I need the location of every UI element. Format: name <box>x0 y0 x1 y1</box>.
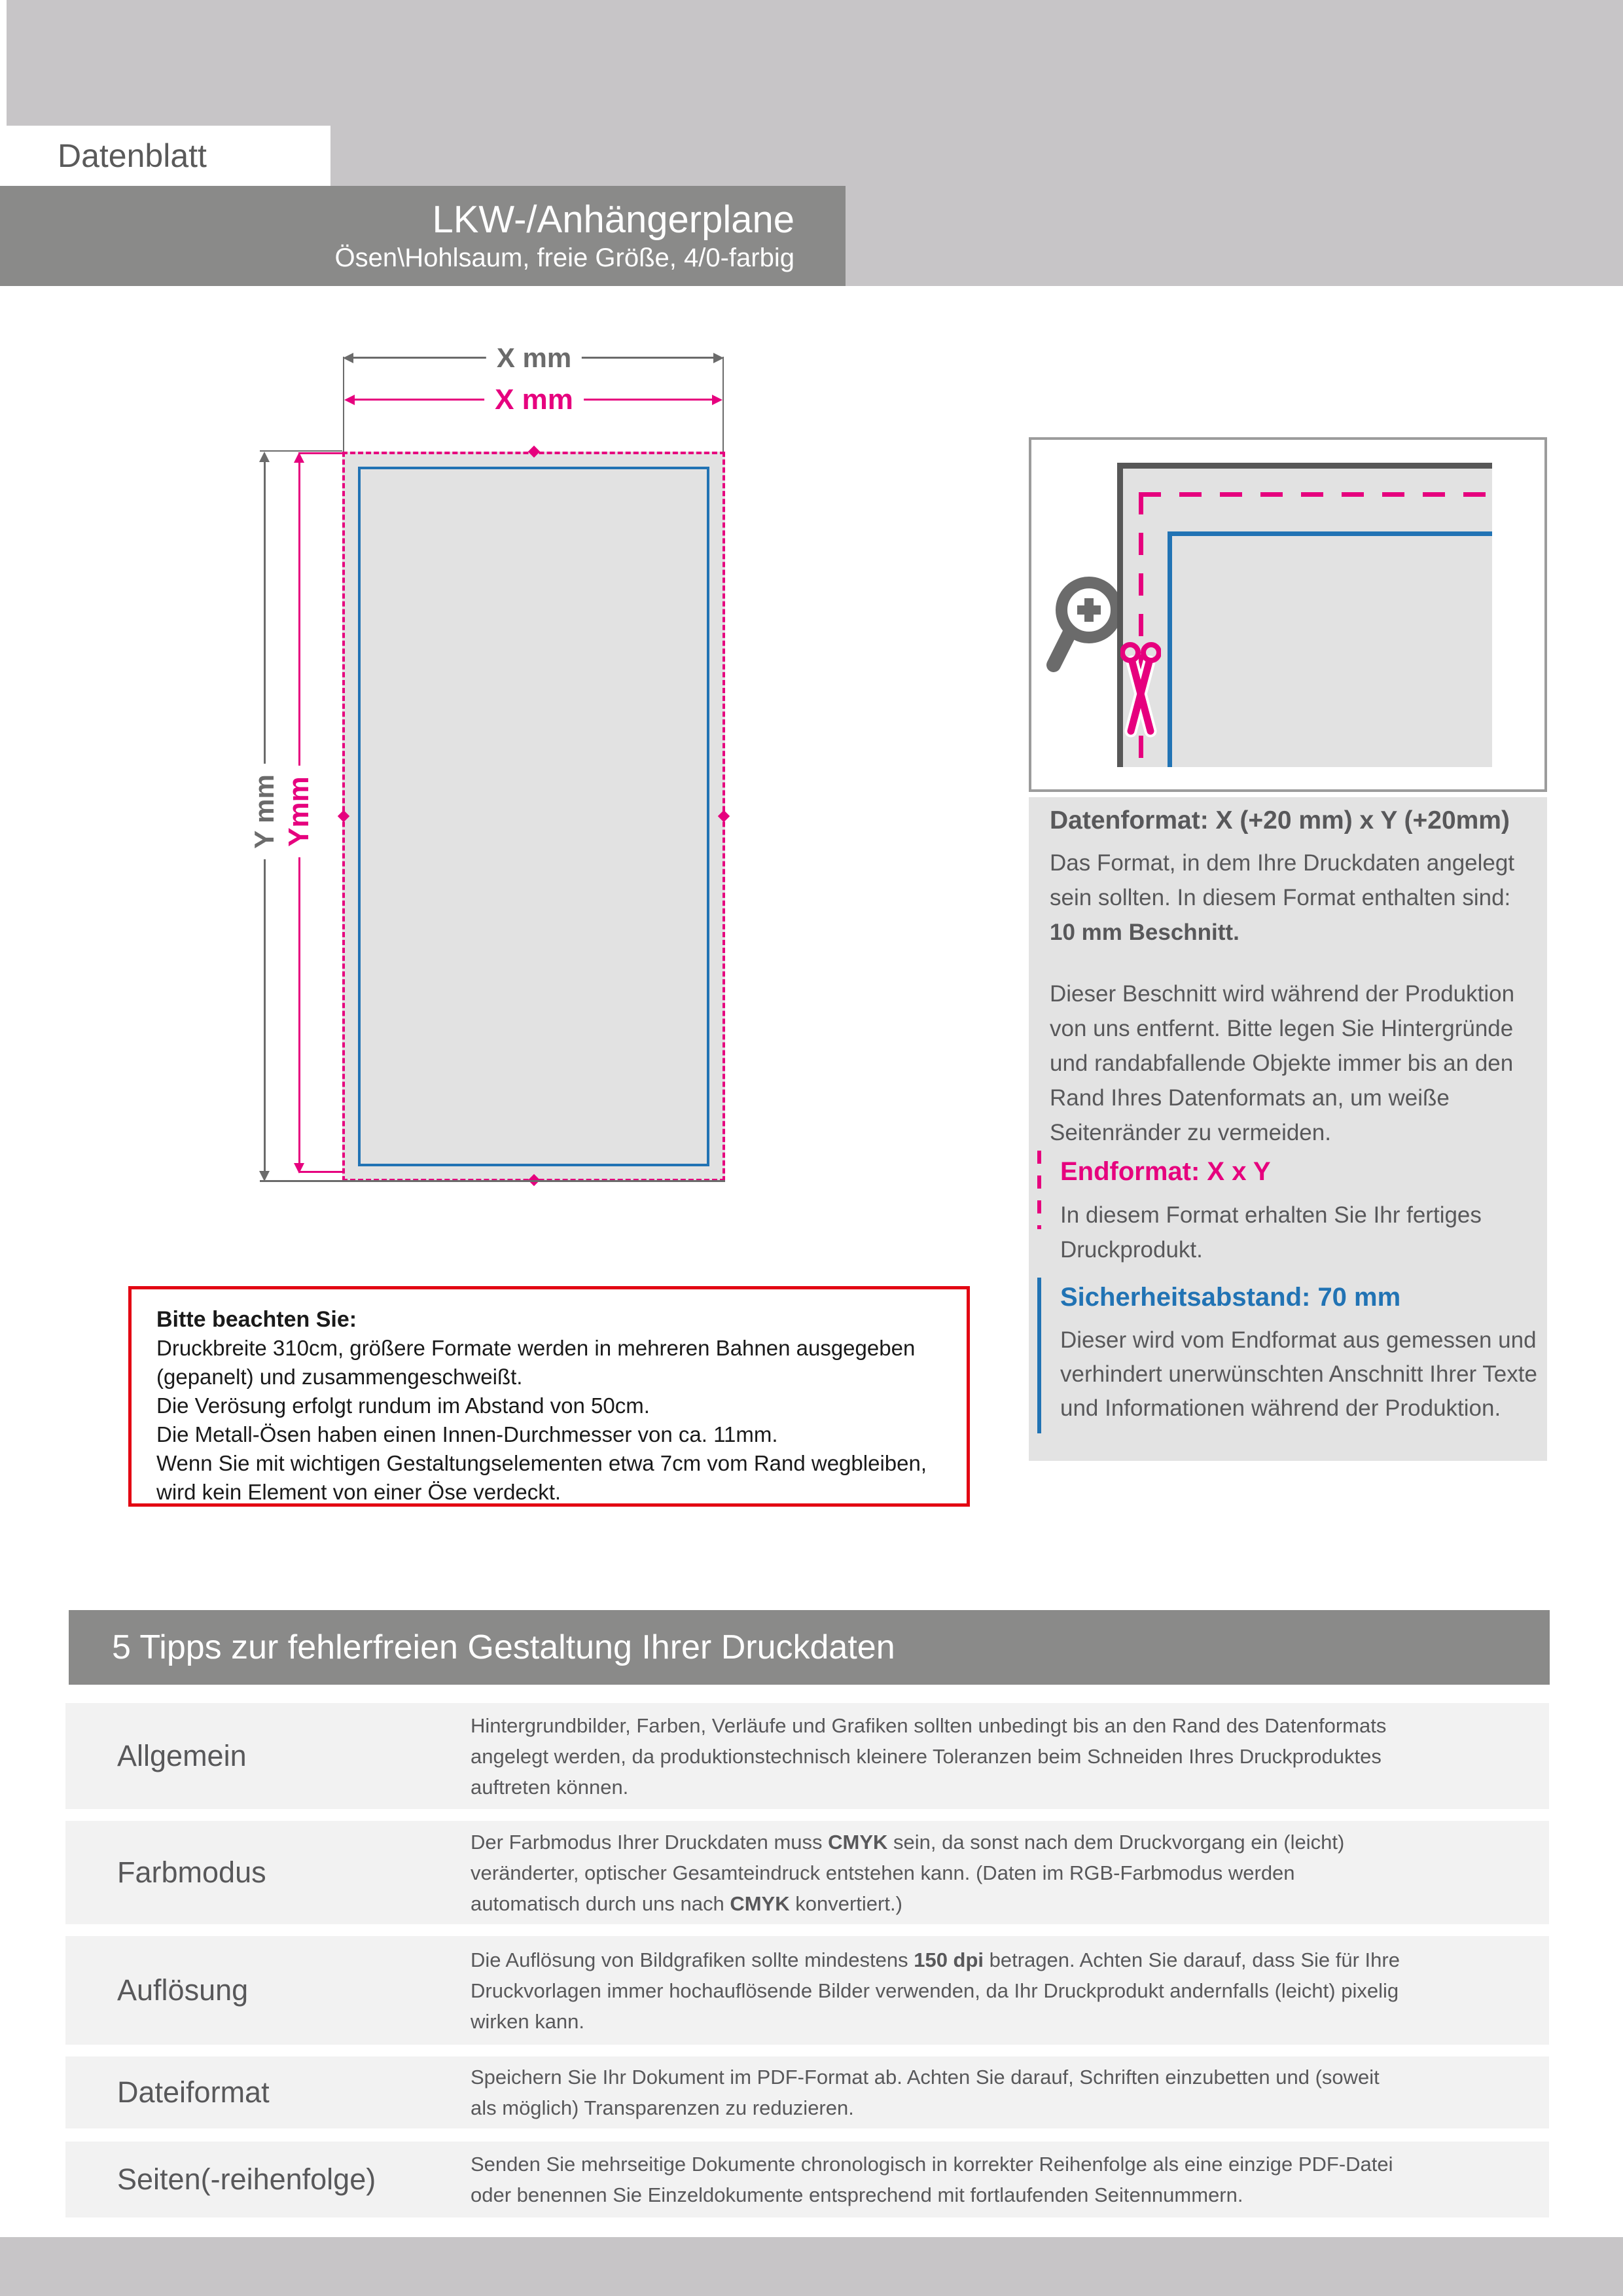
row-text-segment: betragen. Achten Sie darauf, dass Sie für Ihre Druckvorlagen immer hochauflösende Bilder verwenden, da Ihr Druckprodukt andernfalls (leicht) pixelig wirken kann. <box>471 1948 1400 2033</box>
document-type-label: Datenblatt <box>58 137 207 174</box>
datenformat-width-label: X mm <box>486 341 582 375</box>
notice-line: Wenn Sie mit wichtigen Gestaltungselementen etwa 7cm vom Rand wegbleiben, <box>156 1451 927 1475</box>
row-text: Speichern Sie Ihr Dokument im PDF-Format ab. Achten Sie darauf, Schriften einzubetten und (soweit als möglich) Transparenzen zu reduzieren. <box>471 2066 1380 2119</box>
row-text: Hintergrundbilder, Farben, Verläufe und Grafiken sollten unbedingt bis an den Rand des Datenformats angelegt werden, da produktionstechnisch kleinere Toleranzen beim Schneiden Ihres Druckproduktes auftreten können. <box>471 1713 1387 1799</box>
row-label: Auflösung <box>117 1973 249 2007</box>
row-text-segment: konvertiert.) <box>789 1892 902 1915</box>
notice-box <box>128 1286 970 1507</box>
arrow-left-icon <box>344 395 355 405</box>
endformat-heading: Endformat: X x Y <box>1060 1157 1271 1186</box>
endformat-height-label: Ymm <box>281 766 317 857</box>
datenformat-text-normal: Das Format, in dem Ihre Druckdaten angelegt sein sollten. In diesem Format enthalten sind: <box>1050 850 1515 910</box>
arrow-up-icon <box>259 452 270 462</box>
datenformat-height-label: Y mm <box>247 764 281 859</box>
footer-band <box>0 2237 1623 2296</box>
endformat-width-label: X mm <box>484 382 584 418</box>
extension-line <box>260 450 342 452</box>
datenformat-heading: Datenformat: X (+20 mm) x Y (+20mm) <box>1050 806 1510 834</box>
bleed-explanation-text: Dieser Beschnitt wird während der Produktion von uns entfernt. Bitte legen Sie Hintergründe und randabfallende Objekte immer bis an den Rand Ihres Datenformats an, um weiße Seitenränder zu vermeiden. <box>1050 981 1515 1145</box>
row-text-segment: Der Farbmodus Ihrer Druckdaten muss <box>471 1830 829 1854</box>
extension-line <box>722 357 724 452</box>
safety-margin-border <box>358 467 709 1166</box>
zoom-illustration <box>1117 463 1492 767</box>
arrow-right-icon <box>712 395 722 405</box>
tips-section-banner <box>69 1610 1550 1685</box>
safety-line <box>1168 531 1172 767</box>
document-type-box <box>0 126 330 186</box>
endformat-cutline <box>1139 492 1492 497</box>
row-text <box>471 1827 1400 1919</box>
sicherheitsabstand-heading: Sicherheitsabstand: 70 mm <box>1060 1283 1401 1312</box>
row-label: Farbmodus <box>117 1856 266 1889</box>
sicherheitsabstand-text: Dieser wird vom Endformat aus gemessen und verhindert unerwünschten Anschnitt Ihrer Texte und Informationen während der Produktion. <box>1060 1327 1537 1421</box>
notice-line: wird kein Element von einer Öse verdeckt. <box>156 1480 562 1504</box>
safety-marker-line <box>1037 1278 1041 1433</box>
scissors-icon <box>1120 638 1161 749</box>
row-text <box>471 1945 1400 2037</box>
datenformat-text <box>1050 846 1534 950</box>
row-text-segment: Die Auflösung von Bildgrafiken sollte mindestens <box>471 1948 914 1971</box>
notice-line: Die Metall-Ösen haben einen Innen-Durchmesser von ca. 11mm. <box>156 1422 778 1446</box>
extension-line <box>298 1171 342 1173</box>
row-label: Dateiformat <box>117 2075 270 2109</box>
row-label: Allgemein <box>117 1739 247 1772</box>
row-label: Seiten(-reihenfolge) <box>117 2162 376 2196</box>
row-text-bold: CMYK <box>730 1892 790 1915</box>
notice-line: Druckbreite 310cm, größere Formate werden in mehreren Bahnen ausgegeben <box>156 1336 916 1360</box>
endformat-text: In diesem Format erhalten Sie Ihr fertiges Druckprodukt. <box>1060 1202 1482 1263</box>
notice-line: Die Verösung erfolgt rundum im Abstand von 50cm. <box>156 1393 650 1418</box>
table-row-dateiformat <box>65 2056 1549 2128</box>
extension-line <box>260 1180 725 1182</box>
table-row-allgemein <box>65 1703 1549 1809</box>
product-title: LKW-/Anhängerplane <box>432 198 794 241</box>
table-row-aufloesung <box>65 1936 1549 2045</box>
endformat-marker-line <box>1037 1151 1041 1229</box>
notice-line: (gepanelt) und zusammengeschweißt. <box>156 1365 523 1389</box>
datenformat-border <box>1117 463 1492 469</box>
datenformat-text-bold: 10 mm Beschnitt. <box>1050 920 1240 945</box>
row-text-bold: CMYK <box>828 1830 888 1854</box>
table-row-seitenreihenfolge <box>65 2142 1549 2217</box>
row-text-segment: sein, da sonst nach dem Druckvorgang ein (leicht) veränderter, optischer Gesamteindruck entstehen kann. (Daten im RGB-Farbmodus werden automatisch durch uns nach <box>471 1830 1345 1915</box>
notice-title: Bitte beachten Sie: <box>156 1307 357 1332</box>
product-title-banner <box>0 186 846 286</box>
row-text-bold: 150 dpi <box>914 1948 984 1971</box>
extension-line <box>298 452 342 454</box>
table-row-farbmodus <box>65 1821 1549 1924</box>
product-subtitle: Ösen\Hohlsaum, freie Größe, 4/0-farbig <box>334 243 794 272</box>
row-text: Senden Sie mehrseitige Dokumente chronologisch in korrekter Reihenfolge als eine einzige PDF-Datei oder benennen Sie Einzeldokumente entsprechend mit fortlaufenden Seitennummern. <box>471 2153 1393 2206</box>
arrow-left-icon <box>343 353 353 363</box>
safety-line <box>1168 531 1492 536</box>
tips-section-title: 5 Tipps zur fehlerfreien Gestaltung Ihrer Druckdaten <box>112 1628 895 1666</box>
